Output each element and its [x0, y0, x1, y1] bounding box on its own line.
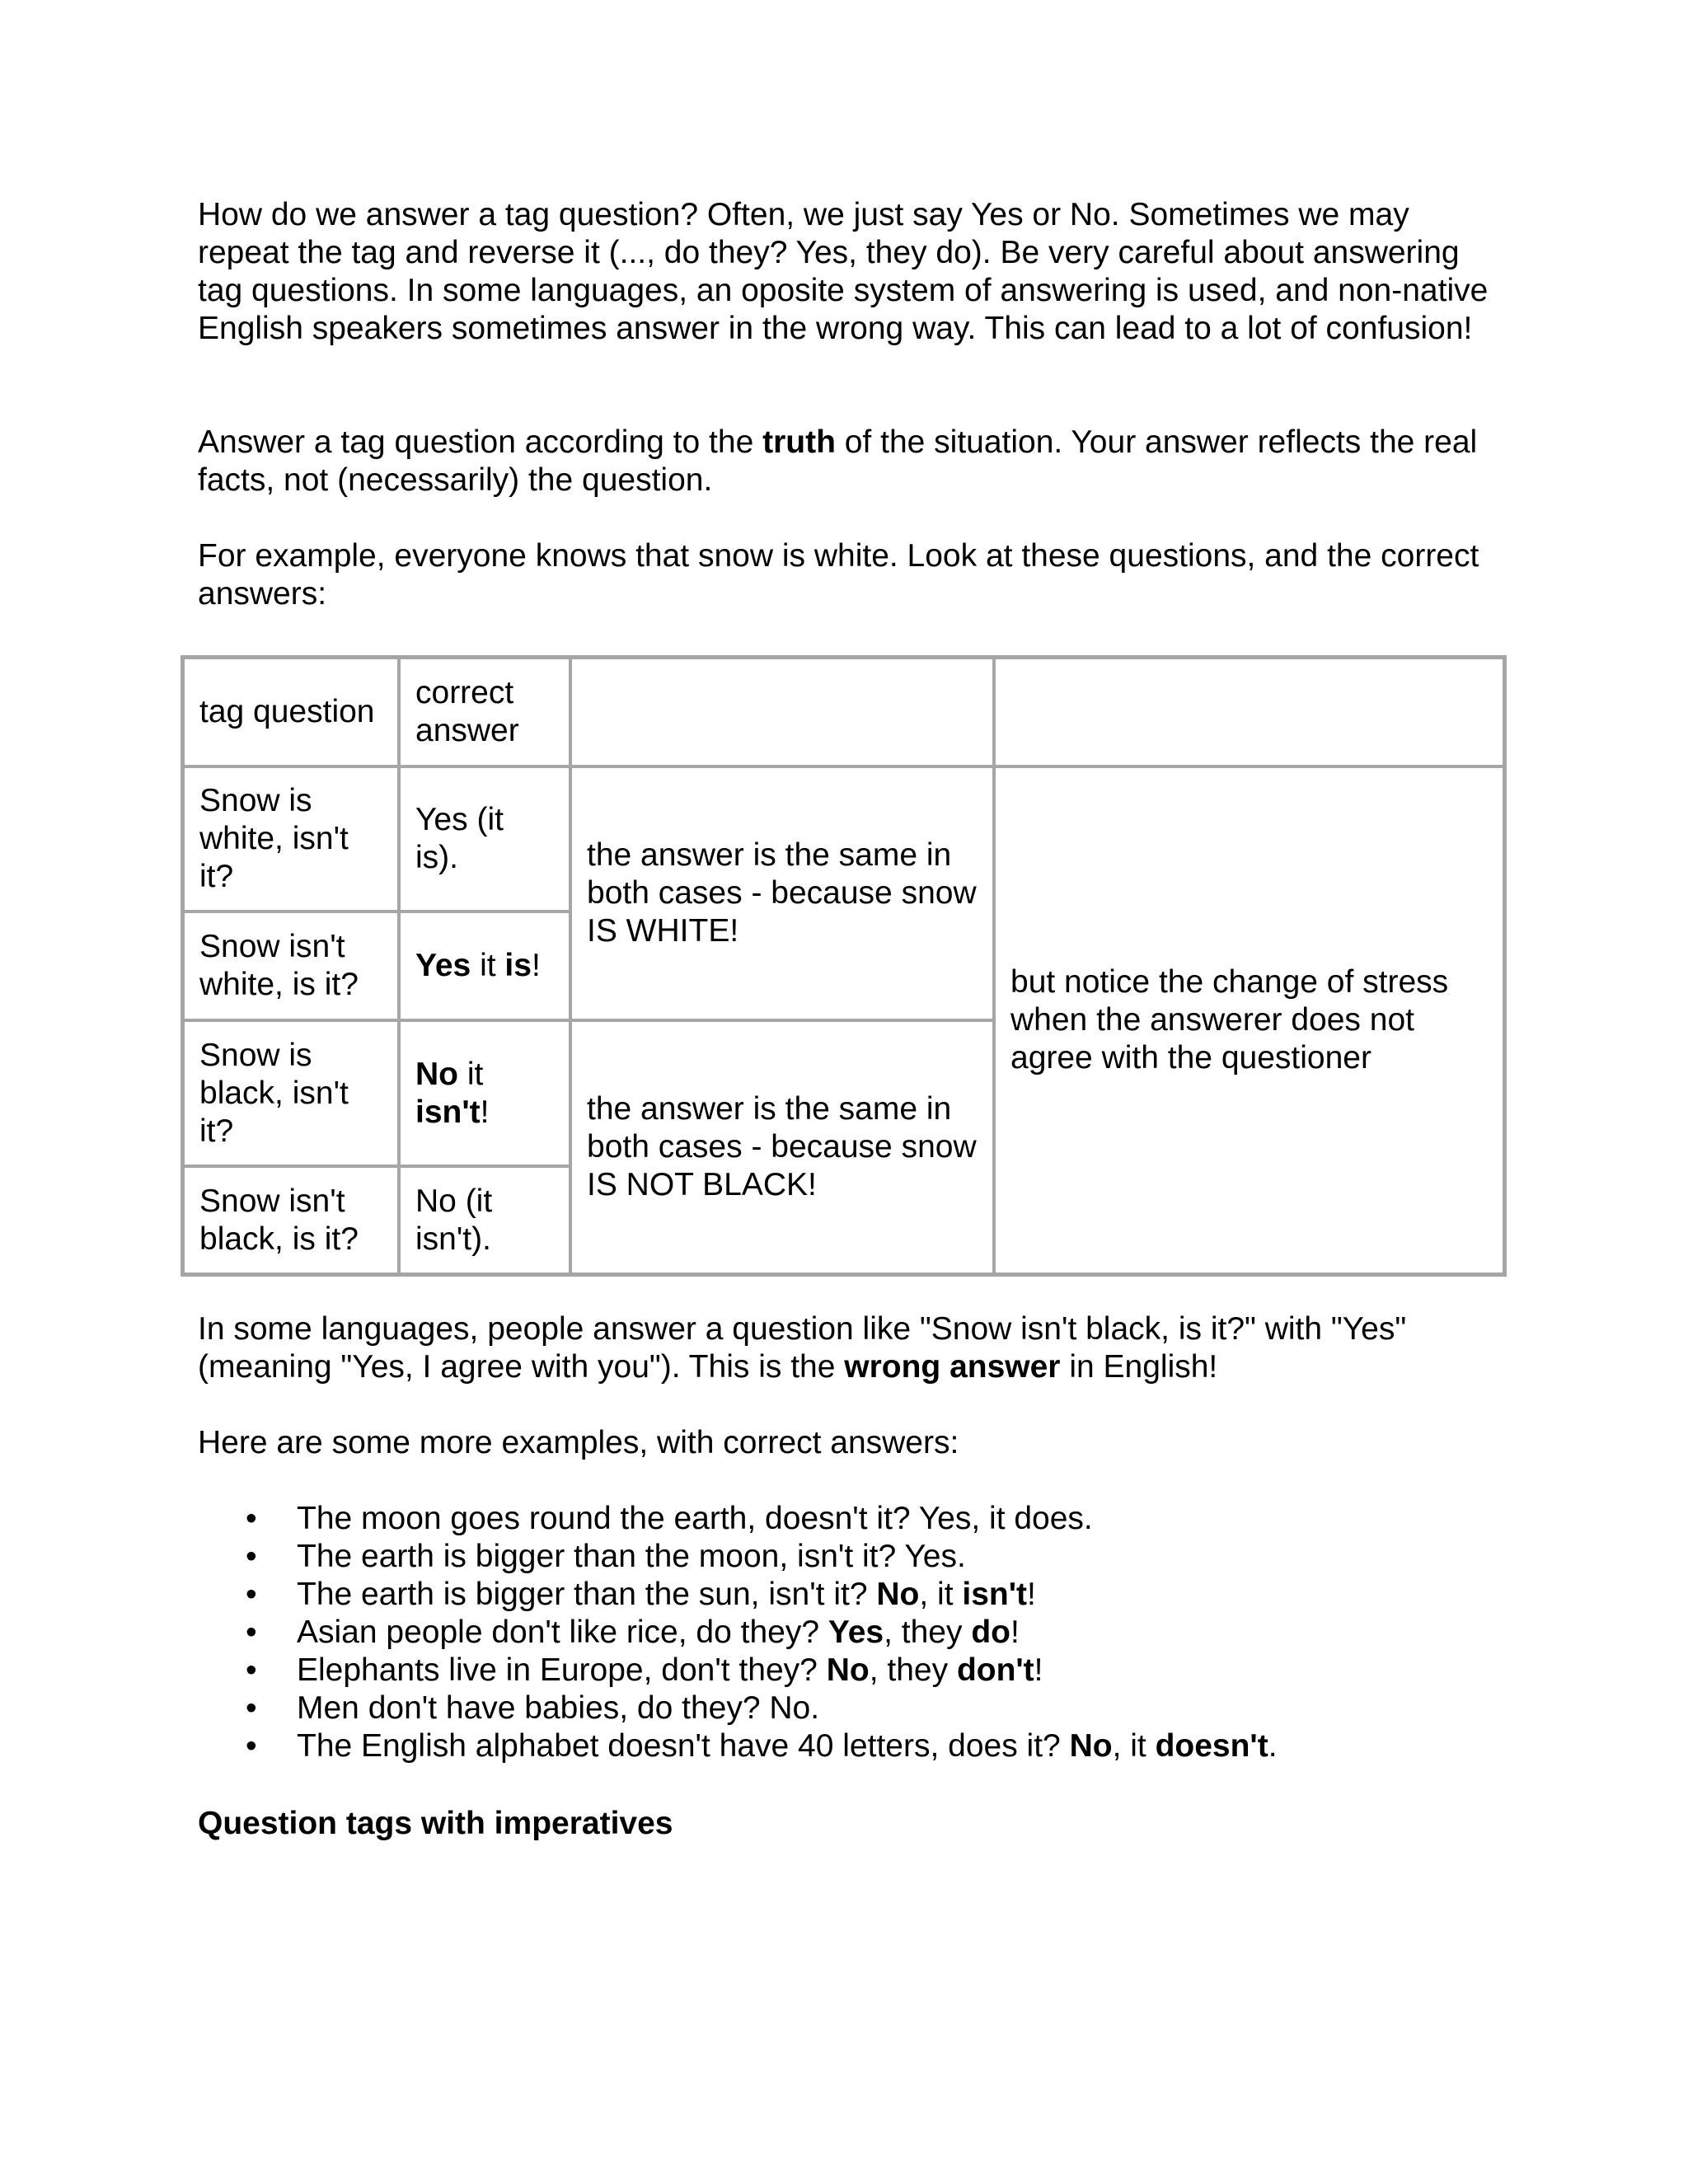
- bullet-icon: •: [246, 1501, 257, 1536]
- example-text: !: [1034, 1652, 1043, 1688]
- header-empty-2: [994, 658, 1504, 766]
- wrong-answer-emphasis: wrong answer: [844, 1349, 1061, 1385]
- example-text: Men don't have babies, do they? No.: [297, 1690, 820, 1726]
- example-bold: do: [971, 1615, 1010, 1650]
- example-bold: don't: [956, 1652, 1034, 1688]
- example-text: Elephants live in Europe, don't they?: [297, 1652, 827, 1688]
- answer-text: it: [471, 948, 505, 983]
- question-cell: Snow isn't black, is it?: [183, 1166, 399, 1274]
- intro-paragraph: How do we answer a tag question? Often, we just say Yes or No. Sometimes we may repeat the tag and reverse it (..., do they? Yes, they do). Be very careful about answering tag questions. In some languages, an oposite system of answering is used, and non-native English speakers sometimes answer in the wrong way. This can lead to a lot of confusion!: [198, 197, 1489, 346]
- answer-text: !: [480, 1094, 490, 1130]
- question-cell: Snow is black, isn't it?: [183, 1020, 399, 1166]
- answer-cell: [399, 1020, 570, 1166]
- list-item: [246, 1614, 1599, 1652]
- example-text: , they: [884, 1615, 972, 1650]
- example-intro-paragraph: For example, everyone knows that snow is white. Look at these questions, and the correct answers:: [198, 538, 1479, 612]
- example-bold: No: [826, 1652, 870, 1688]
- answer-cell: No (it isn't).: [399, 1166, 570, 1274]
- header-correct-answer: correct answer: [399, 658, 570, 766]
- bullet-icon: •: [246, 1652, 257, 1688]
- note-cell-black: the answer is the same in both cases - because snow IS NOT BLACK!: [570, 1020, 994, 1274]
- example-text: !: [1010, 1615, 1020, 1650]
- truth-paragraph: [198, 424, 1500, 499]
- example-bold: Yes: [828, 1615, 884, 1650]
- header-empty-1: [570, 658, 994, 766]
- note-cell-stress: but notice the change of stress when the answerer does not agree with the questioner: [994, 766, 1504, 1274]
- note-cell-white: the answer is the same in both cases - because snow IS WHITE!: [570, 766, 994, 1020]
- list-item: [246, 1538, 1599, 1576]
- question-cell: Snow is white, isn't it?: [183, 766, 399, 912]
- example-bold: isn't: [962, 1577, 1027, 1612]
- bullet-icon: •: [246, 1728, 257, 1764]
- answer-bold: is: [504, 948, 532, 983]
- wrong-answer-end: in English!: [1060, 1349, 1218, 1385]
- table-row: [183, 766, 1504, 912]
- answer-cell: [399, 912, 570, 1020]
- example-text: , they: [869, 1652, 957, 1688]
- bullet-icon: •: [246, 1615, 257, 1650]
- bullet-icon: •: [246, 1539, 257, 1574]
- answer-text: it: [458, 1056, 484, 1092]
- truth-emphasis: truth: [762, 424, 836, 460]
- example-bold: doesn't: [1155, 1728, 1268, 1764]
- section-heading: Question tags with imperatives: [198, 1806, 673, 1841]
- list-item: [246, 1690, 1599, 1727]
- example-bold: No: [1069, 1728, 1113, 1764]
- example-text: The English alphabet doesn't have 40 letters, does it?: [297, 1728, 1070, 1764]
- example-text: , it: [1112, 1728, 1156, 1764]
- examples-list: [198, 1500, 1599, 1765]
- list-item: [246, 1727, 1599, 1765]
- list-item: [246, 1576, 1599, 1614]
- answer-cell: Yes (it is).: [399, 766, 570, 912]
- example-text: The earth is bigger than the sun, isn't it?: [297, 1577, 877, 1612]
- bullet-icon: •: [246, 1577, 257, 1612]
- header-tag-question: tag question: [183, 658, 399, 766]
- example-bold: No: [876, 1577, 920, 1612]
- answer-bold: isn't: [415, 1094, 481, 1130]
- example-text: Asian people don't like rice, do they?: [297, 1615, 828, 1650]
- table-header-row: [183, 658, 1504, 766]
- more-examples-paragraph: Here are some more examples, with correct answers:: [198, 1425, 959, 1460]
- list-item: [246, 1652, 1599, 1690]
- wrong-answer-paragraph: [198, 1310, 1500, 1386]
- wrong-answer-start: In some languages, people answer a question like "Snow isn't black, is it?" with "Yes" (meaning "Yes, I agree with you"). This is the: [198, 1311, 1407, 1385]
- example-text: The moon goes round the earth, doesn't it? Yes, it does.: [297, 1501, 1093, 1536]
- answer-text: !: [531, 948, 541, 983]
- example-text: !: [1026, 1577, 1036, 1612]
- answer-bold: No: [415, 1056, 458, 1092]
- tag-answer-table: [181, 655, 1507, 1277]
- truth-paragraph-end: of the situation. Your answer reflects the real facts, not (necessarily) the question.: [198, 424, 1478, 498]
- example-text: The earth is bigger than the moon, isn't it? Yes.: [297, 1539, 966, 1574]
- truth-paragraph-start: Answer a tag question according to the: [198, 424, 763, 460]
- example-text: , it: [919, 1577, 963, 1612]
- bullet-icon: •: [246, 1690, 257, 1726]
- list-item: [246, 1500, 1599, 1538]
- answer-bold: Yes: [415, 948, 471, 983]
- question-cell: Snow isn't white, is it?: [183, 912, 399, 1020]
- example-text: .: [1268, 1728, 1278, 1764]
